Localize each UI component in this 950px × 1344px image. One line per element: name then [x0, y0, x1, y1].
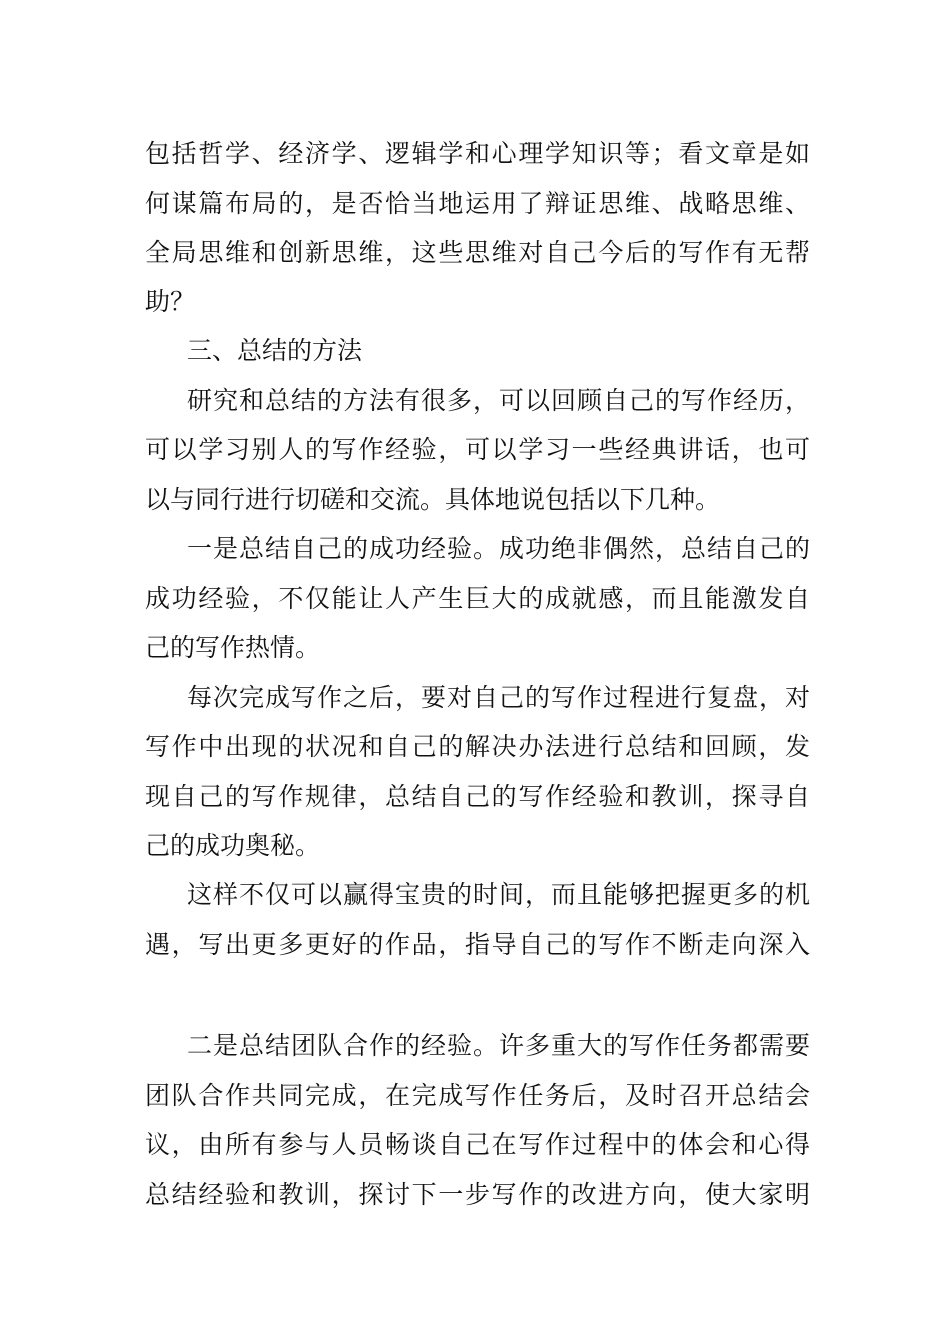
body-text-line: 可以学习别人的写作经验，可以学习一些经典讲话，也可	[145, 435, 810, 464]
body-text-line: 写作中出现的状况和自己的解决办法进行总结和回顾，发	[145, 732, 810, 761]
body-text-line: 团队合作共同完成，在完成写作任务后，及时召开总结会	[145, 1081, 810, 1110]
body-text-line: 议，由所有参与人员畅谈自己在写作过程中的体会和心得	[145, 1130, 810, 1159]
body-text-line: 助？	[145, 287, 196, 316]
body-text-line: 这样不仅可以赢得宝贵的时间，而且能够把握更多的机	[187, 880, 810, 909]
body-text-line: 包括哲学、经济学、逻辑学和心理学知识等；看文章是如	[145, 139, 810, 168]
body-text-line: 研究和总结的方法有很多，可以回顾自己的写作经历，	[187, 386, 810, 415]
body-text-line: 二是总结团队合作的经验。许多重大的写作任务都需要	[187, 1031, 810, 1060]
body-text-line: 每次完成写作之后，要对自己的写作过程进行复盘，对	[187, 683, 810, 712]
body-text-line: 己的写作热情。	[145, 633, 321, 662]
body-text-line: 何谋篇布局的，是否恰当地运用了辩证思维、战略思维、	[145, 189, 810, 218]
body-text-line: 一是总结自己的成功经验。成功绝非偶然，总结自己的	[187, 534, 810, 563]
body-text-line: 总结经验和教训，探讨下一步写作的改进方向，使大家明	[145, 1180, 810, 1209]
body-text-line: 成功经验，不仅能让人产生巨大的成就感，而且能激发自	[145, 584, 810, 613]
body-text-line: 己的成功奥秘。	[145, 831, 321, 860]
body-text-line: 遇，写出更多更好的作品，指导自己的写作不断走向深入	[145, 930, 810, 959]
section-heading: 三、总结的方法	[187, 336, 363, 365]
body-text-line: 以与同行进行切磋和交流。具体地说包括以下几种。	[145, 485, 721, 514]
body-text-line: 现自己的写作规律，总结自己的写作经验和教训，探寻自	[145, 782, 810, 811]
body-text-line: 全局思维和创新思维，这些思维对自己今后的写作有无帮	[145, 238, 810, 267]
